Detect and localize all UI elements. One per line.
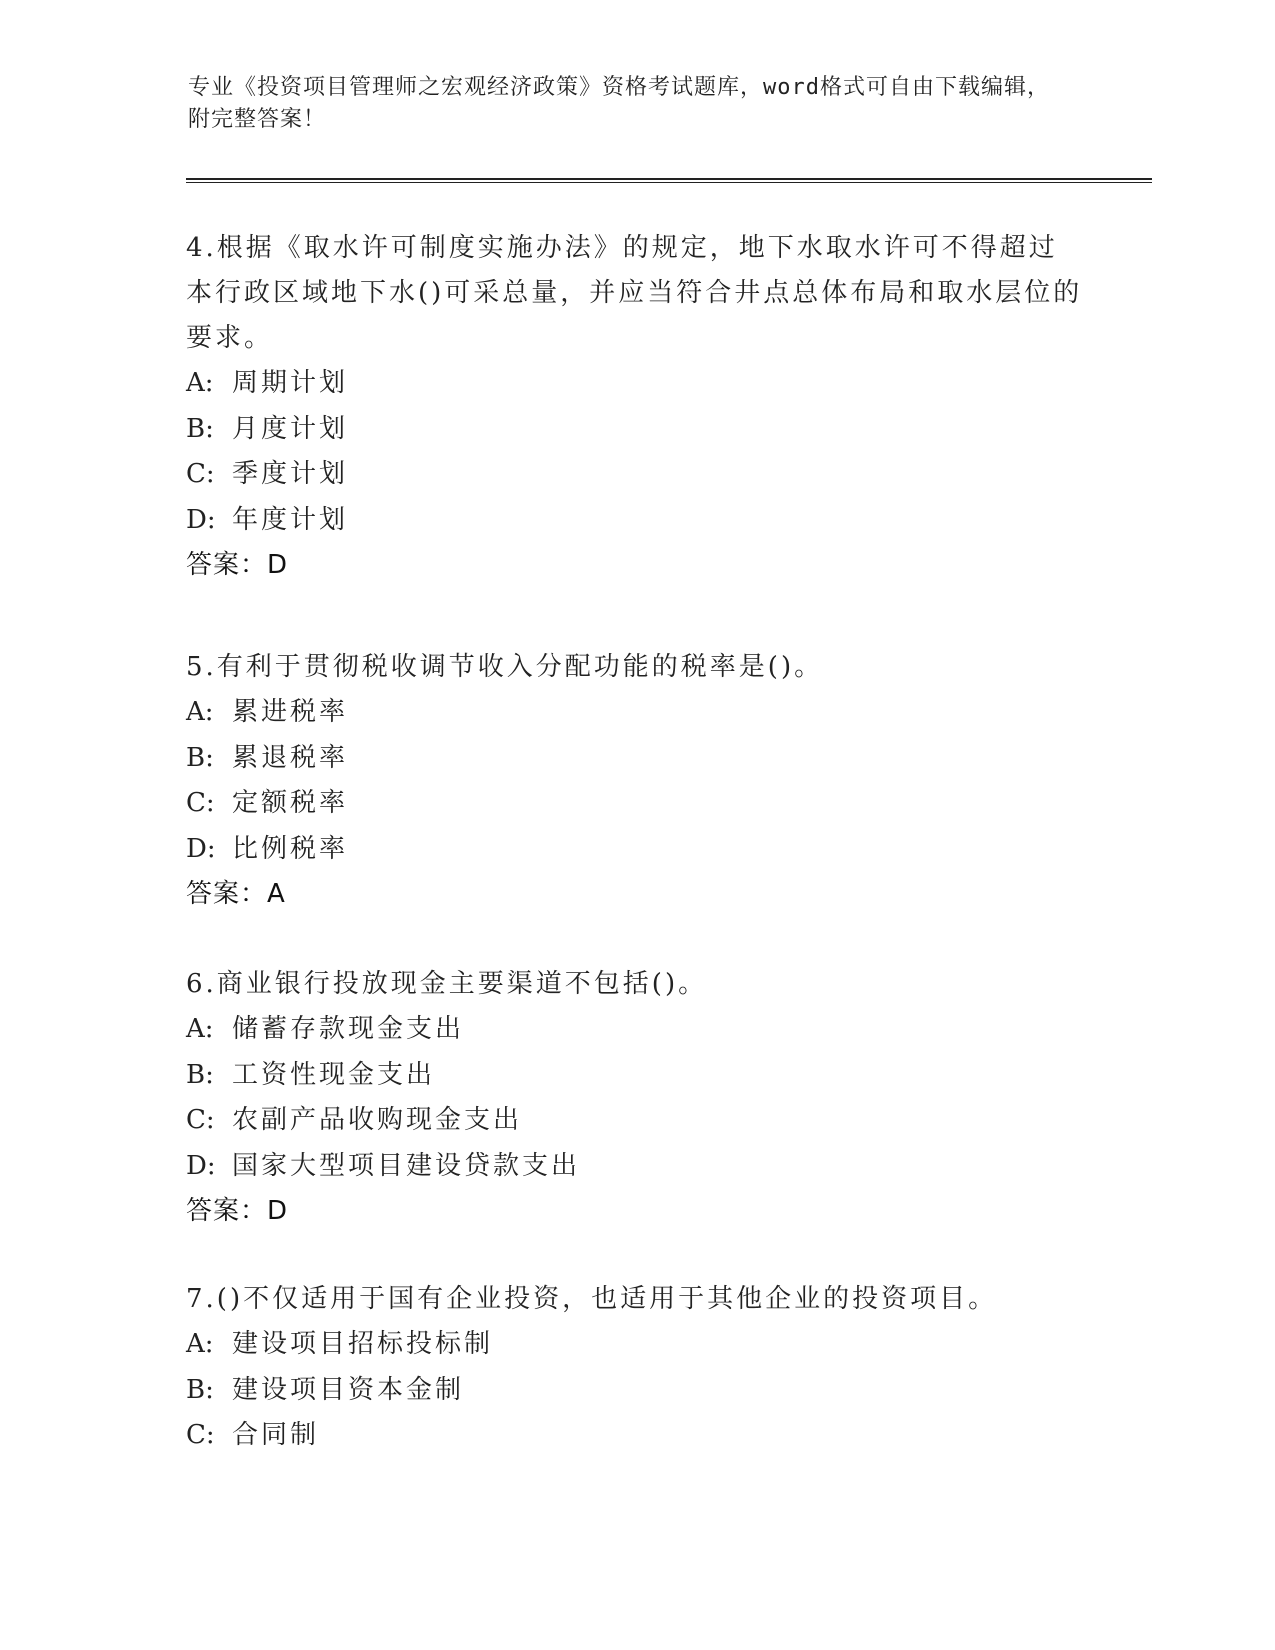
option-a — [186, 1322, 1086, 1368]
question-stem: 7.()不仅适用于国有企业投资，也适用于其他企业的投资项目。 — [186, 1284, 998, 1314]
option-text: 周期计划 — [232, 368, 349, 398]
option-a — [186, 361, 1086, 407]
option-a — [186, 690, 1086, 736]
question-7 — [186, 1277, 1086, 1459]
option-d — [186, 498, 1086, 544]
option-b — [186, 407, 1086, 453]
option-letter: D: — [186, 1150, 216, 1181]
option-text: 农副产品收购现金支出 — [232, 1105, 523, 1135]
option-b — [186, 736, 1086, 782]
option-letter: C: — [186, 1105, 215, 1135]
option-text: 累退税率 — [232, 742, 349, 773]
question-stem: 6.商业银行投放现金主要渠道不包括()。 — [186, 969, 708, 999]
option-letter: C: — [186, 459, 215, 489]
option-text: 储蓄存款现金支出 — [232, 1014, 465, 1044]
option-text: 季度计划 — [232, 459, 349, 489]
question-stem: 5.有利于贯彻税收调节收入分配功能的税率是()。 — [186, 652, 824, 682]
option-letter: A: — [186, 697, 214, 727]
answer-label: 答案：A — [186, 879, 286, 909]
option-c — [186, 781, 1086, 827]
option-c — [186, 1413, 1086, 1459]
option-text: 月度计划 — [232, 413, 349, 444]
option-b — [186, 1053, 1086, 1099]
question-6 — [186, 962, 1086, 1234]
option-letter: A: — [186, 1329, 214, 1359]
document-header: 专业《投资项目管理师之宏观经济政策》资格考试题库，word格式可自由下载编辑，附完整答案！ — [188, 75, 1050, 132]
option-d — [186, 1144, 1086, 1190]
option-letter: C: — [186, 788, 215, 818]
option-text: 国家大型项目建设贷款支出 — [232, 1150, 581, 1181]
option-letter: B: — [186, 1374, 214, 1405]
option-text: 工资性现金支出 — [232, 1059, 436, 1090]
option-text: 累进税率 — [232, 697, 349, 727]
option-text: 建设项目资本金制 — [232, 1374, 465, 1405]
option-letter: A: — [186, 368, 214, 398]
option-c — [186, 1098, 1086, 1144]
option-letter: B: — [186, 413, 214, 444]
option-c — [186, 452, 1086, 498]
option-letter: D: — [186, 504, 216, 535]
option-d — [186, 827, 1086, 873]
answer-label: 答案：D — [186, 1196, 289, 1226]
question-stem: 4.根据《取水许可制度实施办法》的规定，地下水取水许可不得超过本行政区域地下水()可采总量，并应当符合井点总体布局和取水层位的要求。 — [186, 233, 1083, 353]
option-a — [186, 1007, 1086, 1053]
answer-label: 答案：D — [186, 550, 289, 580]
option-text: 年度计划 — [232, 504, 349, 535]
option-letter: C: — [186, 1420, 215, 1450]
option-text: 比例税率 — [232, 833, 349, 864]
option-b — [186, 1368, 1086, 1414]
option-letter: D: — [186, 833, 216, 864]
option-text: 建设项目招标投标制 — [232, 1329, 494, 1359]
option-text: 定额税率 — [232, 788, 349, 818]
question-4 — [186, 226, 1086, 588]
option-letter: B: — [186, 1059, 214, 1090]
header-divider — [186, 178, 1152, 183]
option-letter: B: — [186, 742, 214, 773]
question-5 — [186, 645, 1086, 917]
option-text: 合同制 — [232, 1420, 320, 1450]
option-letter: A: — [186, 1014, 214, 1044]
